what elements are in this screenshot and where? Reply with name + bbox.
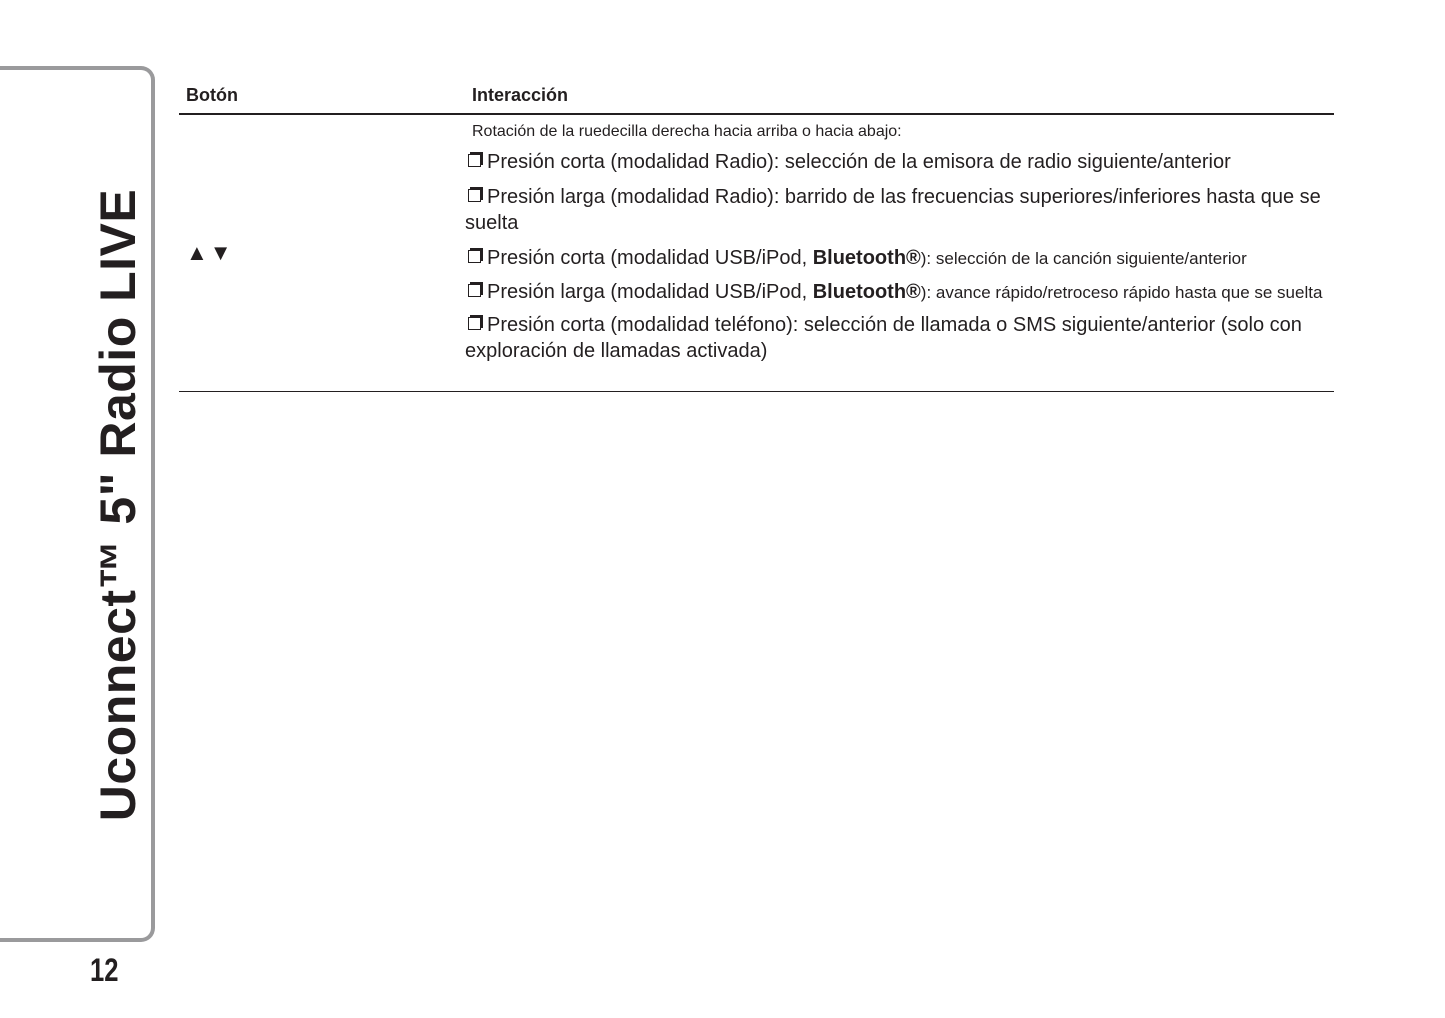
section-title: Uconnect™ 5" Radio LIVE — [90, 188, 146, 822]
checkbox-bullet-icon — [468, 317, 481, 330]
item-text-prefix: Presión corta (modalidad USB/iPod, — [487, 247, 813, 269]
list-item — [465, 245, 1335, 272]
item-text: Presión larga (modalidad Radio): barrido de las frecuencias superiores/inferiores hasta que se suelta — [465, 186, 1321, 234]
checkbox-bullet-icon — [468, 284, 481, 297]
list-item — [465, 281, 1335, 303]
item-text-suffix: ): selección de la canción siguiente/anterior — [920, 249, 1247, 268]
intro-text: Rotación de la ruedecilla derecha hacia arriba o hacia abajo: — [472, 123, 902, 140]
table-header — [179, 82, 1334, 115]
checkbox-bullet-icon — [468, 250, 481, 263]
header-interaction: Interacción — [472, 85, 569, 105]
item-text: Presión corta (modalidad Radio): selección de la emisora de radio siguiente/anterior — [487, 151, 1231, 173]
item-text-bold: Bluetooth® — [812, 281, 921, 303]
up-down-arrows-icon: ▲▼ — [186, 240, 234, 265]
interaction-cell — [465, 121, 1335, 373]
item-text-prefix: Presión larga (modalidad USB/iPod, — [487, 281, 813, 303]
checkbox-bullet-icon — [468, 154, 481, 167]
button-interaction-table — [179, 82, 1334, 392]
list-item — [465, 184, 1335, 236]
header-button: Botón — [186, 85, 238, 105]
list-item — [465, 312, 1335, 364]
table-row — [179, 115, 1334, 392]
page-number: 12 — [90, 952, 119, 988]
item-text-bold: Bluetooth® — [812, 247, 921, 269]
item-text-suffix: ): avance rápido/retroceso rápido hasta que se suelta — [920, 283, 1323, 302]
item-text: Presión corta (modalidad teléfono): selección de llamada o SMS siguiente/anterior (solo con exploración de llamadas activada) — [465, 314, 1302, 362]
list-item — [465, 149, 1335, 175]
checkbox-bullet-icon — [468, 189, 481, 202]
